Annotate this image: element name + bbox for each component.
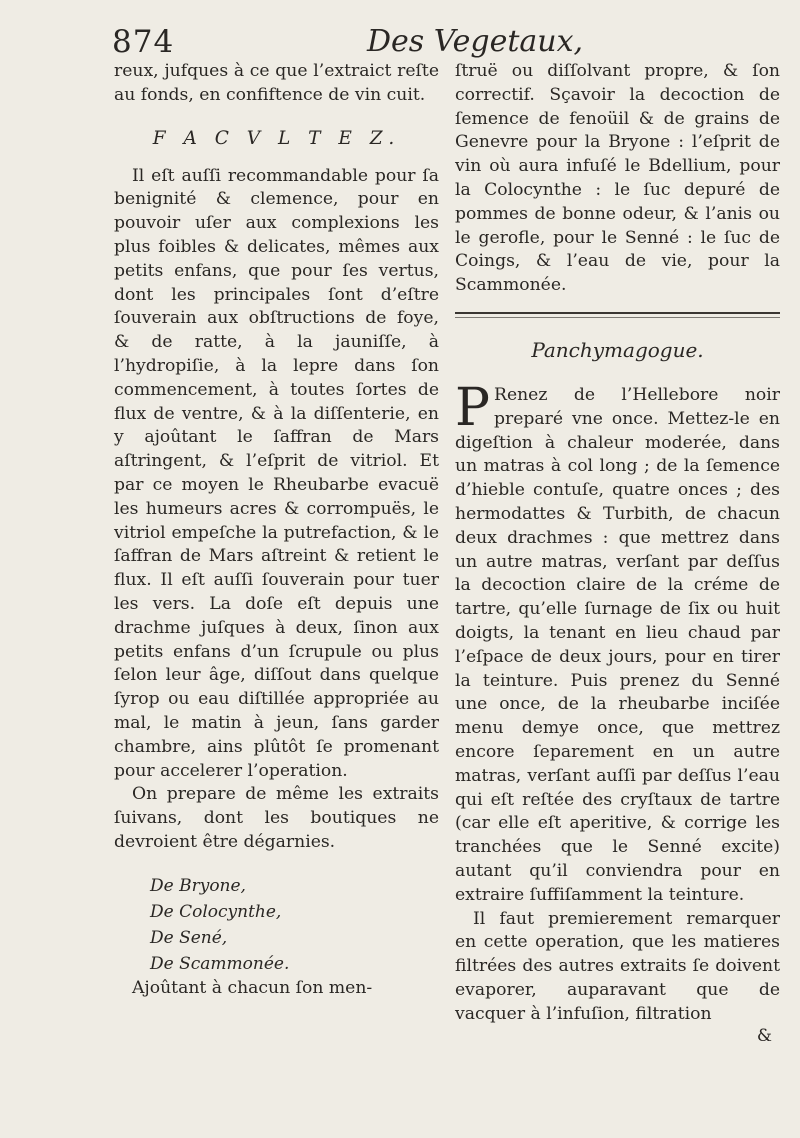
page-number: 874 bbox=[112, 24, 175, 60]
right-column bbox=[455, 60, 780, 1046]
paragraph-virtues: Il eſt auſſi recommandable pour ſa benignité & clemence, pour en pouvoir uſer aux complexions les plus foibles & delicates, mêmes aux petits enfans, que pour ſes vertus, dont les principales ſont d’eſtre ſouverain aux obſtructions de foye, & de ratte, à la jauniſſe, à l’hydropiſie, à la lepre dans ſon commencement, à toutes ſortes de flux de ventre, & à la diſſenterie, en y ajoûtant le ſaffran de Mars aſtringent, & l’eſprit de vitriol. Et par ce moyen le Rheubarbe evacuë les humeurs acres & corrompuës, le vitriol empeſche la putrefaction, & le ſaffran de Mars aſtreint & retient le flux. Il eſt auſſi ſouverain pour tuer les vers. La doſe eſt depuis une drachme juſques à deux, ſinon aux petits enfans d’un ſcrupule ou plus ſelon leur âge, diſſout dans quelque ſyrop ou eau diſtillée appropriée au mal, le matin à jeun, ſans garder chambre, ains plûtôt ſe promenant pour accelerer l’operation. bbox=[114, 165, 439, 781]
paragraph-remark: Il faut premierement remarquer en cette operation, que les matieres filtrées des autres extraits ſe doivent evaporer, auparavant que de vacquer à l’infuſion, filtration bbox=[455, 908, 780, 1024]
section-heading-facultez: F A C V L T E Z. bbox=[152, 127, 401, 149]
drop-cap: P bbox=[455, 377, 490, 438]
remedy-item: De Scammonée. bbox=[150, 953, 290, 974]
remedy-item: De Colocynthe, bbox=[150, 901, 282, 922]
paragraph-adding: Ajoûtant à chacun ſon men- bbox=[132, 977, 373, 998]
remedy-list bbox=[150, 873, 439, 977]
section-divider bbox=[455, 312, 780, 318]
section-heading-panchymagogue: Panchymagogue. bbox=[531, 337, 704, 362]
intro-text: reux, jufques à ce que l’extraict reſte au fonds, en confiftence de vin cuit. bbox=[114, 61, 439, 105]
recipe-text: Renez de l’Hellebore noir preparé vne once. Mettez-le en digeſtion à chaleur moderée, dans un matras à col long ; de la ſemence d’hieble contuſe, quatre onces ; des hermodattes & Turbith, de chacun deux drachmes : que mettrez dans un autre matras, verſant par deſſus la decoction claire de la créme de tartre, qu’elle ſurnage de ſix ou huit doigts, la tenant en lieu chaud par l’eſpace de deux jours, pour en tirer la teinture. Puis prenez du Senné une once, de la rheubarbe inciſée menu demye once, que mettrez encore ſeparement en un autre matras, verſant auſſi par deſſus l’eau qui eſt reſtée des cryſtaux de tartre (car elle eſt aperitive, & corrige les tranchées que le Senné excite) autant qu’il conviendra pour en extraire ſuffiſamment la teinture. bbox=[455, 384, 780, 905]
left-column bbox=[114, 60, 439, 1001]
remedy-item: De Sené, bbox=[150, 927, 228, 948]
catchword: & bbox=[756, 1026, 772, 1047]
paragraph-prepare: On prepare de même les extraits ſuivans, dont les boutiques ne devroient être dégarnies. bbox=[114, 784, 439, 852]
running-title: Des Vegetaux, bbox=[367, 24, 584, 59]
remedy-item: De Bryone, bbox=[150, 875, 246, 896]
continuation-text: ſtruë ou diſſolvant propre, & ſon correctif. Sçavoir la decoction de ſemence de fenoüil & de grains de Genevre pour la Bryone : l’eſprit de vin où aura infuſé le Bdellium, pour la Colocynthe : le ſuc depuré de pommes de bonne odeur, & l’anis ou le gerofle, pour le Senné : le ſuc de Coings, & l’eau de vie, pour la Scammonée. bbox=[455, 61, 780, 296]
paragraph-recipe bbox=[455, 377, 780, 908]
